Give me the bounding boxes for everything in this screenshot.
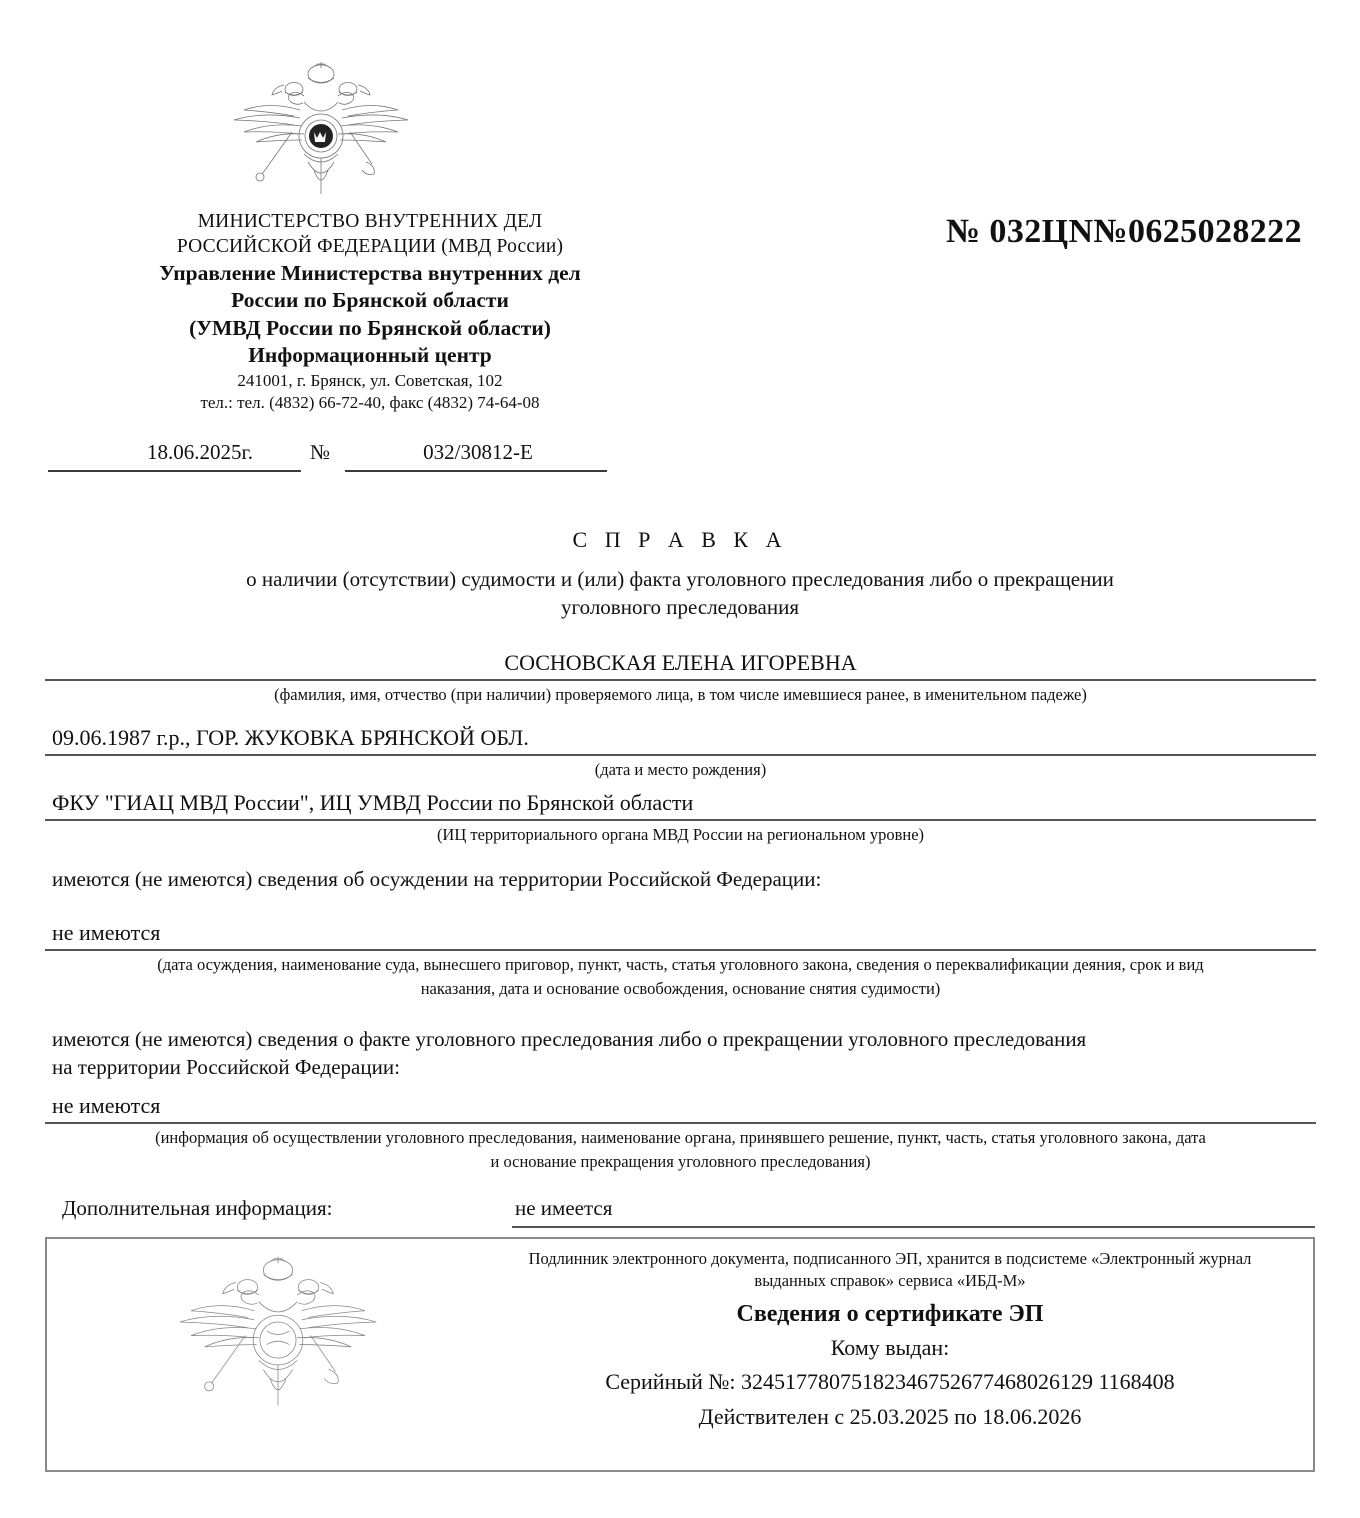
department-abbrev: (УМВД России по Брянской области): [189, 315, 551, 340]
russian-double-headed-eagle-emblem: [196, 58, 446, 213]
information-center: Информационный центр: [248, 343, 492, 368]
person-name-field: [45, 650, 1316, 705]
person-name-rule: [45, 679, 1316, 681]
conviction-answer-field: [45, 920, 1316, 1000]
conviction-caption-line-1: (дата осуждения, наименование суда, вынесшего приговор, пункт, часть, статья уголовного закона, сведения о переквалификации деяния, срок и вид: [157, 955, 1204, 974]
person-birth-value: 09.06.1987 г.р., ГОР. ЖУКОВКА БРЯНСКОЙ ОБЛ.: [52, 725, 529, 750]
conviction-question: имеются (не имеются) сведения об осуждении на территории Российской Федерации:: [52, 867, 822, 891]
registration-number: 032/30812-Е: [423, 440, 533, 464]
title-subtitle-line-1: о наличии (отсутствии) судимости и (или) факта уголовного преследования либо о прекращении: [246, 567, 1114, 591]
person-full-name: СОСНОВСКАЯ ЕЛЕНА ИГОРЕВНА: [504, 650, 857, 675]
person-birth-field: [45, 725, 1316, 780]
prosecution-answer: не имеются: [52, 1093, 161, 1118]
signature-heading: Сведения о сертификате ЭП: [736, 1300, 1044, 1327]
letterhead: [60, 210, 680, 413]
address-line: 241001, г. Брянск, ул. Советская, 102: [237, 370, 503, 390]
person-birth-rule: [45, 754, 1316, 756]
signature-validity: Действителен с 25.03.2025 по 18.06.2026: [698, 1403, 1082, 1429]
authority-field: [45, 790, 1316, 845]
department-line-2: России по Брянской области: [231, 288, 509, 313]
additional-info-label: Дополнительная информация:: [62, 1196, 333, 1220]
russian-double-headed-eagle-emblem: [118, 1252, 438, 1427]
prosecution-caption-line-1: (информация об осуществлении уголовного преследования, наименование органа, принявшего решение, пункт, часть, статья уголовного закона, дата: [155, 1128, 1206, 1147]
ministry-line-1: МИНИСТЕРСТВО ВНУТРЕННИХ ДЕЛ: [197, 211, 543, 232]
signature-details: [470, 1248, 1310, 1431]
prosecution-caption-line-2: и основание прекращения уголовного преследования): [490, 1152, 871, 1172]
title-heading: С П Р А В К А: [572, 527, 788, 552]
signature-serial: Серийный №: 32451778075182346752677468026129 1168408: [605, 1369, 1175, 1395]
authority-value: ФКУ "ГИАЦ МВД России", ИЦ УМВД России по Брянской области: [52, 790, 694, 815]
department-line-1: Управление Министерства внутренних дел: [159, 260, 581, 285]
additional-info-rule: [512, 1226, 1315, 1228]
registration-date-rule: [48, 470, 301, 472]
document-title: [150, 527, 1210, 621]
prosecution-question-line-2: на территории Российской Федерации:: [52, 1055, 400, 1079]
title-subtitle-line-2: уголовного преследования: [561, 594, 799, 619]
signature-note-line-1: Подлинник электронного документа, подписанного ЭП, хранится в подсистеме «Электронный журнал: [528, 1249, 1252, 1268]
additional-info-value: не имеется: [515, 1196, 613, 1220]
authority-caption: (ИЦ территориального органа МВД России на региональном уровне): [436, 825, 925, 844]
conviction-answer: не имеются: [52, 920, 161, 945]
person-birth-caption: (дата и место рождения): [594, 760, 767, 779]
conviction-rule: [45, 949, 1316, 951]
authority-rule: [45, 819, 1316, 821]
registration-number-rule: [345, 470, 607, 472]
document-number: № 032ЦN№0625028222: [945, 213, 1302, 250]
phone-line: тел.: тел. (4832) 66-72-40, факс (4832) 74-64-08: [200, 392, 540, 412]
registration-date: 18.06.2025г.: [147, 440, 253, 464]
prosecution-rule: [45, 1122, 1316, 1124]
registration-row: [48, 440, 648, 480]
signature-note-line-2: выданных справок» сервиса «ИБД-М»: [754, 1270, 1026, 1290]
prosecution-answer-field: [45, 1093, 1316, 1173]
prosecution-question-line-1: имеются (не имеются) сведения о факте уголовного преследования либо о прекращении уголовного преследования: [52, 1027, 1087, 1051]
signature-issued-to-label: Кому выдан:: [830, 1334, 950, 1360]
person-name-caption: (фамилия, имя, отчество (при наличии) проверяемого лица, в том числе имевшиеся ранее, в именительном падеже): [274, 685, 1087, 704]
ministry-line-2: РОССИЙСКОЙ ФЕДЕРАЦИИ (МВД России): [176, 235, 564, 257]
number-sign: №: [310, 440, 331, 464]
conviction-caption-line-2: наказания, дата и основание освобождения, основание снятия судимости): [420, 979, 941, 999]
